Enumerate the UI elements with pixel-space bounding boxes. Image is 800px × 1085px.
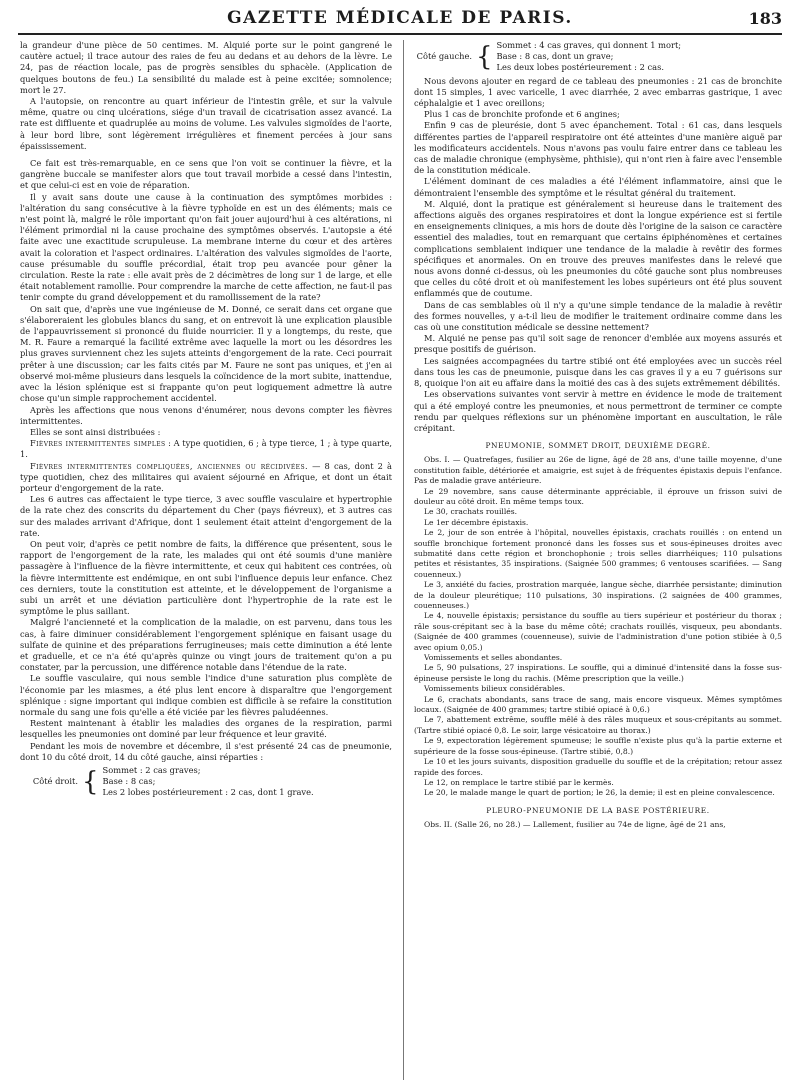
observation-line: Le 2, jour de son entrée à l'hôpital, nouvelles épistaxis, crachats rouillés : on entend un souffle bronchique fortement prononcé dans les fosses sus et sous-épineuses droites avec submatité dans cette région et bronchophonie ; trois selles diarrhéiques; 110 pulsations petites et résistantes, 35 inspirations. (Saignée 500 grammes; 6 ventouses scarifiées. — Sang couenneux.) [414,528,782,579]
paragraph: Elles se sont ainsi distribuées : [30,426,161,437]
brace-label: Côté droit. [32,776,78,787]
paragraph [20,438,392,460]
brace-lines [103,765,314,799]
paragraph: On peut voir, d'après ce petit nombre de faits, la différence que présentent, sous le rapport de l'engorgement de la rate, les malades qui ont été soumis d'une manière passagère à l'influence de la fièvre intermittente, et ceux qui habitent ces contrées, où la fièvre intermittente est endémique, en ont subi l'influence depuis leur enfance. Chez ces derniers, toute la constitution est atteinte, et le développement de l'organisme a subi un arrêt et une déviation particulière dont l'hypertrophie de la rate est le symptôme le plus saillant. [20,538,392,617]
brace-line: Les 2 lobes postérieurement : 2 cas, dont 1 grave. [102,787,314,798]
observation-intro: Obs. II. (Salle 26, no 28.) — Lallement, fusilier au 74e de ligne, âgé de 21 ans, [424,819,726,829]
fever-complicated-label: Fièvres intermittentes compliquées, anciennes ou récidivées. [30,460,309,471]
observation-line: Le 7, abattement extrême, souffle mêlé à des râles muqueux et sous-crépitants au sommet. (Tartre stibié opiacé 0,8. Le soir, large vésicatoire au thorax.) [414,715,782,735]
brace-lines [497,40,682,74]
brace-line: Base : 8 cas; [102,776,156,787]
section-heading: PNEUMONIE, SOMMET DROIT, DEUXIÈME DEGRÉ. [485,441,711,451]
right-side-breakdown [20,765,392,799]
paragraph: M. Alquié, dont la pratique est généralement si heureuse dans le traitement des affections aiguës des organes respiratoires et dont la longue expérience est si fertile en enseignements cliniques, a mis hors de doute dès l'origine de la saison ce caractère essentiel des maladies, tout en remarquant que certains épiphénomènes et certaines complications semblaient indiquer une tendance de la maladie à revêtir des formes spécifiques et anormales. On en trouve des preuves manifestes dans le relevé que nous avons donné ci-dessus, où les pneumonies du côté gauche sont plus nombreuses que celles du côté droit et où manifestement les lobes supérieurs ont été plus souvent enflammés que de coutume. [414,198,782,299]
right-column [414,40,782,1080]
paragraph: Enfin 9 cas de pleurésie, dont 5 avec épanchement. Total : 61 cas, dans lesquels différentes parties de l'appareil respiratoire ont été atteintes d'une manière aiguë par les modificateurs accidentels. Nous n'avons pas voulu faire entrer dans ce tableau les cas de maladie chronique (emphysème, phthisie), qui n'ont rien à faire avec l'ensemble de la constitution médicale. [414,120,782,176]
paragraph: Plus 1 cas de bronchite profonde et 6 angines; [424,109,620,120]
observation-line: Le 4, nouvelle épistaxis; persistance du souffle au tiers supérieur et postérieur du thorax ; râle sous-crépitant sec à la base du même côté; crachats rouillés, visqueux, peu abondants. (Saignée de 400 grammes (couenneuse), suivie de l'administration d'une potion stibiée à 0,5 avec opium 0,05.) [414,611,782,652]
brace-line: Sommet : 4 cas graves, qui donnent 1 mort; [496,40,682,50]
left-side-breakdown [414,40,782,74]
observation-line: Le 30, crachats rouillés. [424,507,518,517]
paragraph [20,461,392,495]
observation-line: Le 29 novembre, sans cause déterminante appréciable, il éprouve un frisson suivi de douleur au côté droit. En même temps toux. [414,486,782,506]
observation-line: Vomissements bilieux considérables. [424,684,566,694]
journal-title: GAZETTE MÉDICALE DE PARIS. [227,8,573,28]
left-column [20,40,392,1080]
paragraph: Les observations suivantes vont servir à mettre en évidence le mode de traitement qui a été employé contre les pneumonies, et nous permettront de terminer ce compte rendu par quelques réflexions sur un phénomène important en auscultation, le râle crépitant. [414,389,782,433]
paragraph: Les 6 autres cas affectaient le type tierce, 3 avec souffle vasculaire et hypertrophie de la rate chez des conscrits du département du Cher (pays fiévreux), et 3 autres cas sur des malades arrivant d'Afrique, dont 1 seulement était atteint d'engorgement de la rate. [20,494,392,538]
paragraph: Nous devons ajouter en regard de ce tableau des pneumonies : 21 cas de bronchite dont 15 simples, 1 avec varicelle, 1 avec diarrhée, 2 avec embarras gastrique, 1 avec céphalalgie et 1 avec oreillons; [414,75,782,109]
page-number: 183 [748,9,782,28]
fever-simple-label: Fièvres intermittentes simples [30,438,166,449]
observation-line: Vomissements et selles abondantes. [424,653,563,663]
observation-line: Le 1er décembre épistaxis. [424,517,529,527]
brace-label: Côté gauche. [416,51,472,62]
paragraph: M. Alquié ne pense pas qu'il soit sage de renoncer d'emblée aux moyens assurés et presque positifs de guérison. [414,333,782,355]
paragraph: Le souffle vasculaire, qui nous semble l'indice d'une saturation plus complète de l'économie par les miasmes, a été plus lent encore à disparaître que l'engorgement splénique : signe important qui indique combien est difficile à se refaire la constitution normale du sang une fois qu'elle a été viciée par les fièvres paludéennes. [20,673,392,717]
fever-complicated-text: — 8 cas, dont 2 à type quotidien, chez des militaires qui avaient séjourné en Afrique, et dont un était porteur d'engorgement de la rate. [20,460,392,493]
page-header [18,6,782,32]
observation-line: Le 20, le malade mange le quart de portion; le 26, la demie; il est en pleine convalescence. [424,788,775,798]
paragraph: Pendant les mois de novembre et décembre, il s'est présenté 24 cas de pneumonie, dont 10 du côté droit, 14 du côté gauche, ainsi réparties : [20,740,392,762]
brace-line: Sommet : 2 cas graves; [102,765,201,775]
brace-line: Les deux lobes postérieurement : 2 cas. [496,62,664,73]
brace-icon: { [82,766,99,797]
column-divider [403,40,404,1080]
observation-intro: Obs. I. — Quatrefages, fusilier au 26e de ligne, âgé de 28 ans, d'une taille moyenne, d'une constitution faible, détériorée et amaigrie, est sujet à de fréquentes épistaxis depuis l'enfance. Pas de maladie grave antérieure. [414,455,782,486]
paragraph: Il y avait sans doute une cause à la continuation des symptômes morbides : l'altération du sang consécutive à la fièvre typhoïde en est un des éléments; mais ce n'est point là, malgré le rôle important qu'on fait jouer aujourd'hui à ces altérations, ni l'élément primordial ni la cause prochaine des symptômes observés. L'autopsie a été faite avec une exactitude scrupuleuse. La membrane interne du cœur et des artères avait la coloration et l'aspect ordinaires. L'altération des valvules sigmoïdes de l'aorte, cause présumable du souffle précordial, était trop peu avancée pour gêner la circulation. Reste la rate : elle avait près de 2 décimètres de long sur 1 de large, et elle était notablement ramollie. Pour comprendre la marche de cette affection, ne faut-il pas tenir compte du grand développement et du ramollissement de la rate? [20,191,392,303]
header-rule [18,33,782,35]
paragraph: la grandeur d'une pièce de 50 centimes. M. Alquié porte sur le point gangrené le cautère actuel; il trace autour des raies de feu au dedans et au dehors de la lèvre. Le 24, pas de réaction locale, pas de progrès sensibles du sphacèle. (Application de quelques boutons de feu.) La sensibilité du malade est à peine excitée; somnolence; mort le 27. [20,40,392,95]
paragraph: Les saignées accompagnées du tartre stibié ont été employées avec un succès réel dans tous les cas de pneumonie, puisque dans les cas graves il y a eu 7 guérisons sur 8, quoique l'on ait eu affaire dans la moitié des cas à des sujets extrêmement débilités. [414,355,782,389]
paragraph: On sait que, d'après une vue ingénieuse de M. Donné, ce serait dans cet organe que s'élaboreraient les globules blancs du sang, et on entrevoit là une explication plausible de l'appauvrissement si prononcé du fluide nourricier. Il y a longtemps, du reste, que M. R. Faure a remarqué la facilité extrême avec laquelle la mort ou les désordres les plus graves surviennent chez les sujets atteints d'engorgement de la rate. Ceci pourrait prêter à une discussion; car les faits cités par M. Faure ne sont pas uniques, et j'en ai observé moi-même plusieurs dans lesquels la coïncidence de la mort subite, inattendue, avec la lésion splénique est si frappante qu'on peut logiquement admettre là autre chose qu'un simple rapprochement accidentel. [20,303,392,404]
observation-line: Le 5, 90 pulsations, 27 inspirations. Le souffle, qui a diminué d'intensité dans la fosse sus-épineuse persiste le long du rachis. (Même prescription que la veille.) [414,663,782,683]
paragraph: L'élément dominant de ces maladies a été l'élément inflammatoire, ainsi que le démontraient l'ensemble des symptôme et le résultat général du traitement. [414,176,782,198]
observation-line: Le 6, crachats abondants, sans trace de sang, mais encore visqueux. Mêmes symptômes locaux. (Saignée de 400 grammes; tartre stibié opiacé à 0,6.) [414,694,782,715]
paragraph: Ce fait est très-remarquable, en ce sens que l'on voit se continuer la fièvre, et la gangrène buccale se manifester alors que tout travail morbide a cessé dans l'intestin, et que celui-ci est en voie de réparation. [20,158,392,191]
paragraph: Après les affections que nous venons d'énumérer, nous devons compter les fièvres intermittentes. [20,404,392,426]
paragraph: Dans de cas semblables où il n'y a qu'une simple tendance de la maladie à revêtir des formes nouvelles, y a-t-il lieu de modifier le traitement ordinaire comme dans les cas où une constitution médicale se dessine nettement? [414,299,782,333]
paragraph: Malgré l'ancienneté et la complication de la maladie, on est parvenu, dans tous les cas, à faire diminuer considérablement l'engorgement splénique en faisant usage du sulfate de quinine et des préparations ferrugineuses; mais cette diminution a été lente et graduelle, et ce n'a été qu'après quinze ou vingt jours de traitement qu'on a pu constater, par la percussion, une différence notable dans l'étendue de la rate. [20,617,392,673]
observation-line: Le 10 et les jours suivants, disposition graduelle du souffle et de la crépitation; retour assez rapide des forces. [414,757,782,777]
paragraph: A l'autopsie, on rencontre au quart inférieur de l'intestin grêle, et sur la valvule même, quatre ou cinq ulcérations, siége d'un travail de cicatrisation assez avancé. La rate est diffluente et quadruplée au moins de volume. Les valvules sigmoïdes de l'aorte, à leur bord libre, sont légèrement irrégulières et finement percées à jour sans épaississement. [20,96,392,151]
brace-icon: { [476,41,493,72]
paragraph: Restent maintenant à établir les maladies des organes de la respiration, parmi lesquelles les pneumonies ont dominé par leur fréquence et leur gravité. [20,718,392,740]
observation-line: Le 3, anxiété du facies, prostration marquée, langue sèche, diarrhée persistante; diminution de la douleur pleurétique; 110 pulsations, 30 inspirations. (2 saignées de 400 grammes, couenneuses.) [414,580,782,610]
observation-line: Le 12, on remplace le tartre stibié par le kermès. [424,777,614,787]
section-heading: PLEURO-PNEUMONIE DE LA BASE POSTÉRIEURE. [486,805,710,815]
brace-line: Base : 8 cas, dont un grave; [496,51,614,62]
fever-simple-text: : A type quotidien, 6 ; à type tierce, 1 ; à type quarte, 1. [20,438,392,460]
observation-line: Le 9, expectoration légèrement spumeuse; le souffle n'existe plus qu'à la partie externe et supérieure de la fosse sous-épineuse. (Tartre stibié, 0,8.) [414,736,782,756]
